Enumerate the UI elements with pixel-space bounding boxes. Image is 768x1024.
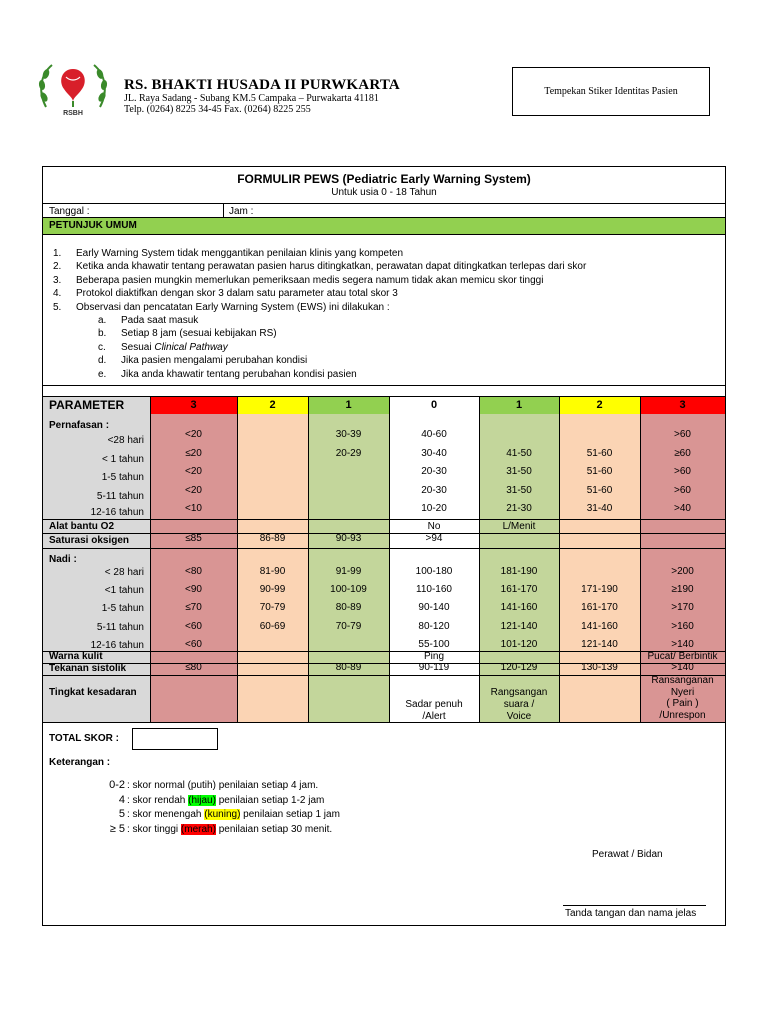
pernafasan-value: >60 — [674, 466, 691, 477]
pernafasan-age: < 1 tahun — [102, 454, 144, 465]
nadi-value: 100-180 — [415, 566, 453, 577]
legend-pre: : skor rendah — [127, 794, 189, 806]
sub-instruction-letter: b. — [98, 328, 107, 340]
tanggal-label: Tanggal : — [49, 206, 90, 217]
legend-score: ≥ 5 — [109, 822, 125, 835]
alat-bantu-label: Alat bantu O2 — [49, 521, 115, 532]
kesadaran-pain: Ransanganan — [651, 675, 714, 686]
pernafasan-value: 10-20 — [421, 503, 447, 514]
pernafasan-value: 51-60 — [586, 466, 613, 477]
hospital-name: RS. BHAKTI HUSADA II PURWKARTA — [124, 77, 400, 93]
col-line — [150, 396, 151, 722]
legend-pre: : skor menengah — [127, 809, 205, 820]
score-header: 1 — [345, 399, 352, 411]
col-line — [237, 396, 238, 722]
sub-instruction-letter: a. — [98, 315, 107, 326]
form-subtitle: Untuk usia 0 - 18 Tahun — [331, 187, 437, 198]
score-cell — [389, 549, 479, 651]
instruction-number: 2. — [53, 261, 62, 273]
nadi-value: 80-120 — [418, 621, 450, 632]
instruction-text: Protokol diaktifkan dengan skor 3 dalam satu parameter atau total skor 3 — [76, 288, 398, 300]
tekanan-value: >140 — [671, 662, 694, 673]
instruction-number: 5. — [53, 301, 62, 313]
nadi-value: >200 — [671, 566, 694, 577]
form-title: FORMULIR PEWS (Pediatric Early Warning System) — [237, 172, 531, 186]
legend-highlight: (merah) — [180, 823, 216, 835]
score-cell — [308, 549, 389, 651]
signature-label: Tanda tangan dan nama jelas — [565, 908, 697, 919]
score-cell — [150, 549, 237, 651]
pernafasan-value: <20 — [185, 429, 202, 440]
tekanan-value: 80-89 — [335, 662, 362, 673]
kesadaran-alert: /Alert — [422, 711, 446, 722]
nadi-value: 161-170 — [500, 584, 538, 595]
legend-post: penilaian setiap 30 menit. — [215, 823, 333, 835]
legend-post: penilaian setiap 1 jam — [240, 809, 340, 820]
col-line — [559, 396, 560, 722]
sub-instruction-italic: Clinical Pathway — [154, 341, 228, 353]
pernafasan-value: <20 — [185, 485, 202, 496]
kesadaran-voice: Voice — [506, 711, 532, 722]
score-cell — [150, 676, 237, 722]
score-cell — [479, 534, 559, 548]
tekanan-value: 130-139 — [581, 662, 618, 673]
pernafasan-value: >40 — [674, 503, 691, 514]
hospital-logo — [36, 57, 110, 119]
legend-highlight: (kuning) — [204, 809, 241, 820]
pernafasan-age: 5-11 tahun — [96, 491, 144, 502]
kesadaran-voice: Rangsangan — [490, 687, 548, 698]
nadi-value: >140 — [671, 639, 694, 650]
pernafasan-value: 31-40 — [586, 503, 613, 514]
pernafasan-value: >60 — [674, 429, 691, 440]
score-header: 2 — [596, 399, 603, 411]
score-cell — [640, 549, 725, 651]
sub-instruction-text: Setiap 8 jam (sesuai kebijakan RS) — [121, 328, 277, 340]
alat-bantu-value: L/Menit — [502, 521, 536, 532]
score-cell — [559, 520, 640, 533]
score-header: 1 — [515, 399, 523, 411]
nadi-value: 121-140 — [500, 621, 538, 632]
legend-score: 4 — [118, 793, 125, 806]
warna-kulit-label: Warna kulit — [49, 651, 103, 662]
pernafasan-value: <10 — [185, 503, 202, 514]
nadi-value: 181-190 — [500, 566, 538, 577]
param-header: PARAMETER — [49, 398, 125, 412]
total-score-label: TOTAL SKOR : — [49, 733, 119, 744]
nadi-value: 70-79 — [335, 621, 362, 632]
pernafasan-label: Pernafasan : — [49, 420, 110, 431]
score-header: 3 — [190, 399, 197, 411]
pernafasan-value: 21-30 — [506, 503, 532, 514]
instruction-text: Beberapa pasien mungkin memerlukan pemeriksaan medis segera namum tidak akan memicu skor tinggi — [76, 274, 544, 286]
pernafasan-value: >60 — [674, 485, 691, 496]
sub-instruction-letter: d. — [98, 355, 107, 367]
instruction-text: Ketika anda khawatir tentang perawatan pasien harus ditingkatkan, perawatan dapat ditingkatkan terlepas dari skor — [76, 261, 587, 273]
pernafasan-value: 30-40 — [421, 448, 447, 459]
col-line — [308, 396, 309, 722]
legend-highlight: (hijau) — [188, 794, 216, 806]
nadi-label: Nadi : — [49, 554, 77, 565]
perawat-label: Perawat / Bidan — [592, 849, 663, 860]
kesadaran-pain: Nyeri — [670, 686, 695, 698]
pernafasan-age: <28 hari — [107, 435, 144, 446]
instruction-number: 3. — [53, 274, 62, 286]
pernafasan-value: 31-50 — [506, 485, 532, 496]
legend-score: 5 — [118, 808, 125, 820]
instruction-number: 4. — [53, 288, 62, 300]
nadi-age: 1-5 tahun — [101, 603, 144, 614]
pernafasan-value: 51-60 — [586, 448, 613, 459]
sub-instruction-text: Pada saat masuk — [121, 315, 199, 326]
nadi-value: <60 — [185, 639, 202, 650]
score-cell — [559, 676, 640, 722]
total-score-box[interactable] — [132, 728, 218, 750]
legend-text — [127, 809, 340, 820]
hospital-phone: Telp. (0264) 8225 34-45 Fax. (0264) 8225 255 — [124, 104, 311, 115]
pernafasan-value: 40-60 — [421, 429, 447, 440]
petunjuk-label: PETUNJUK UMUM — [49, 220, 137, 231]
score-cell — [150, 520, 237, 533]
nadi-value: 60-69 — [259, 621, 286, 632]
pernafasan-value: 51-60 — [586, 485, 613, 496]
nadi-age: <1 tahun — [104, 585, 144, 596]
jam-label: Jam : — [229, 206, 254, 217]
sub-instruction-text: Jika anda khawatir tentang perubahan kondisi pasien — [121, 368, 357, 380]
tekanan-value: 90-119 — [418, 662, 450, 673]
nadi-value: 141-160 — [581, 621, 618, 632]
score-cell — [308, 520, 389, 533]
kesadaran-voice: suara / — [503, 699, 535, 710]
legend-score: 0-2 — [109, 779, 125, 791]
legend-pre: : skor tinggi — [127, 823, 181, 835]
nadi-value: 91-99 — [335, 566, 362, 577]
instruction-number: 1. — [53, 248, 62, 259]
kesadaran-label: Tingkat kesadaran — [49, 687, 137, 698]
nadi-value: 90-140 — [418, 602, 450, 613]
nadi-value: 70-79 — [259, 602, 286, 613]
row-line — [43, 396, 725, 397]
score-cell — [237, 520, 308, 533]
pernafasan-value: 20-29 — [335, 448, 362, 459]
sub-instruction-text: Sesuai Clinical Pathway — [121, 341, 228, 353]
alat-bantu-value: No — [427, 521, 441, 532]
patient-sticker-box — [512, 67, 710, 116]
nadi-value: 141-160 — [500, 602, 538, 613]
nadi-value: <80 — [185, 566, 202, 577]
tekanan-value: ≤80 — [185, 662, 202, 673]
col-line — [479, 396, 480, 722]
col-line — [389, 396, 390, 722]
pernafasan-age: 12-16 tahun — [90, 507, 144, 518]
logo-text: RSBH — [63, 110, 83, 117]
legend-text — [127, 795, 324, 806]
saturasi-value: 86-89 — [259, 533, 286, 544]
saturasi-value: >94 — [425, 533, 443, 544]
instruction-text: Observasi dan pencatatan Early Warning System (EWS) ini dilakukan : — [76, 301, 390, 313]
score-cell — [640, 520, 725, 533]
pernafasan-value: 20-30 — [421, 485, 447, 496]
pernafasan-value: 31-50 — [506, 466, 532, 477]
pernafasan-value: 41-50 — [506, 448, 532, 459]
petunjuk-bar — [43, 218, 725, 234]
row-line — [43, 722, 725, 723]
saturasi-value: 90-93 — [335, 533, 362, 544]
saturasi-value: ≤85 — [185, 533, 202, 544]
nadi-value: 80-89 — [335, 602, 362, 613]
pernafasan-value: 30-39 — [335, 429, 362, 440]
nadi-value: ≤70 — [185, 602, 202, 613]
keterangan-label: Keterangan : — [49, 757, 111, 768]
score-cell — [237, 549, 308, 651]
score-cell — [559, 549, 640, 651]
nadi-value: 161-170 — [581, 602, 618, 613]
sticker-label: Tempekan Stiker Identitas Pasien — [544, 86, 678, 97]
tekanan-value: 120-129 — [500, 662, 538, 673]
nadi-value: ≥190 — [671, 584, 694, 595]
nadi-value: >170 — [671, 602, 694, 613]
legend-text — [127, 780, 318, 791]
col-line — [640, 396, 641, 722]
nadi-value: 100-109 — [330, 584, 367, 595]
score-cell — [237, 676, 308, 722]
warna-kulit-value: Ping — [423, 651, 444, 662]
nadi-age: 5-11 tahun — [96, 622, 144, 633]
pernafasan-value: 20-30 — [421, 466, 447, 477]
nadi-age: < 28 hari — [104, 567, 144, 578]
score-cell — [640, 534, 725, 548]
param-cell — [43, 676, 150, 722]
score-cell — [308, 676, 389, 722]
nadi-value: 101-120 — [500, 639, 538, 650]
nadi-value: 90-99 — [259, 584, 286, 595]
pernafasan-value: ≥60 — [674, 448, 691, 459]
saturasi-label: Saturasi oksigen — [49, 535, 130, 546]
score-cell — [237, 664, 308, 675]
legend-pre: : skor normal (putih) penilaian setiap 4 jam. — [127, 780, 319, 791]
nadi-age: 12-16 tahun — [90, 640, 144, 651]
sub-instruction-letter: c. — [98, 341, 106, 353]
pernafasan-age: 1-5 tahun — [101, 472, 144, 483]
score-header: 2 — [269, 399, 276, 411]
hospital-address: JL. Raya Sadang - Subang KM.5 Campaka – Purwakarta 41181 — [124, 93, 379, 104]
sub-instruction-text: Jika pasien mengalami perubahan kondisi — [121, 355, 308, 367]
score-cell — [559, 534, 640, 548]
sub-instruction-letter: e. — [98, 368, 107, 380]
kesadaran-alert: Sadar penuh — [405, 699, 463, 710]
pernafasan-value: <20 — [185, 466, 202, 477]
tekanan-label: Tekanan sistolik — [49, 663, 127, 674]
nadi-value: 110-160 — [416, 584, 452, 595]
nadi-value: 171-190 — [581, 584, 618, 595]
nadi-value: 121-140 — [581, 639, 618, 650]
instruction-text: Early Warning System tidak menggantikan penilaian klinis yang kompeten — [76, 248, 404, 259]
score-header: 0 — [430, 399, 438, 411]
legend-post: penilaian setiap 1-2 jam — [215, 794, 325, 806]
score-cell — [237, 652, 308, 663]
legend-text — [127, 824, 332, 835]
score-header: 3 — [679, 399, 686, 411]
nadi-value: >160 — [671, 621, 694, 632]
kesadaran-pain: /Unrespon — [659, 709, 706, 721]
warna-kulit-value: Pucat/ Berbintik — [647, 651, 718, 662]
score-cell — [237, 414, 308, 519]
score-cell — [479, 549, 559, 651]
nadi-value: <60 — [185, 621, 202, 632]
pernafasan-value: ≤20 — [185, 448, 202, 459]
nadi-value: 81-90 — [259, 566, 286, 577]
nadi-value: <90 — [185, 584, 202, 595]
kesadaran-pain: ( Pain ) — [666, 698, 699, 709]
nadi-value: 55-100 — [418, 639, 450, 650]
pews-form — [42, 166, 726, 926]
